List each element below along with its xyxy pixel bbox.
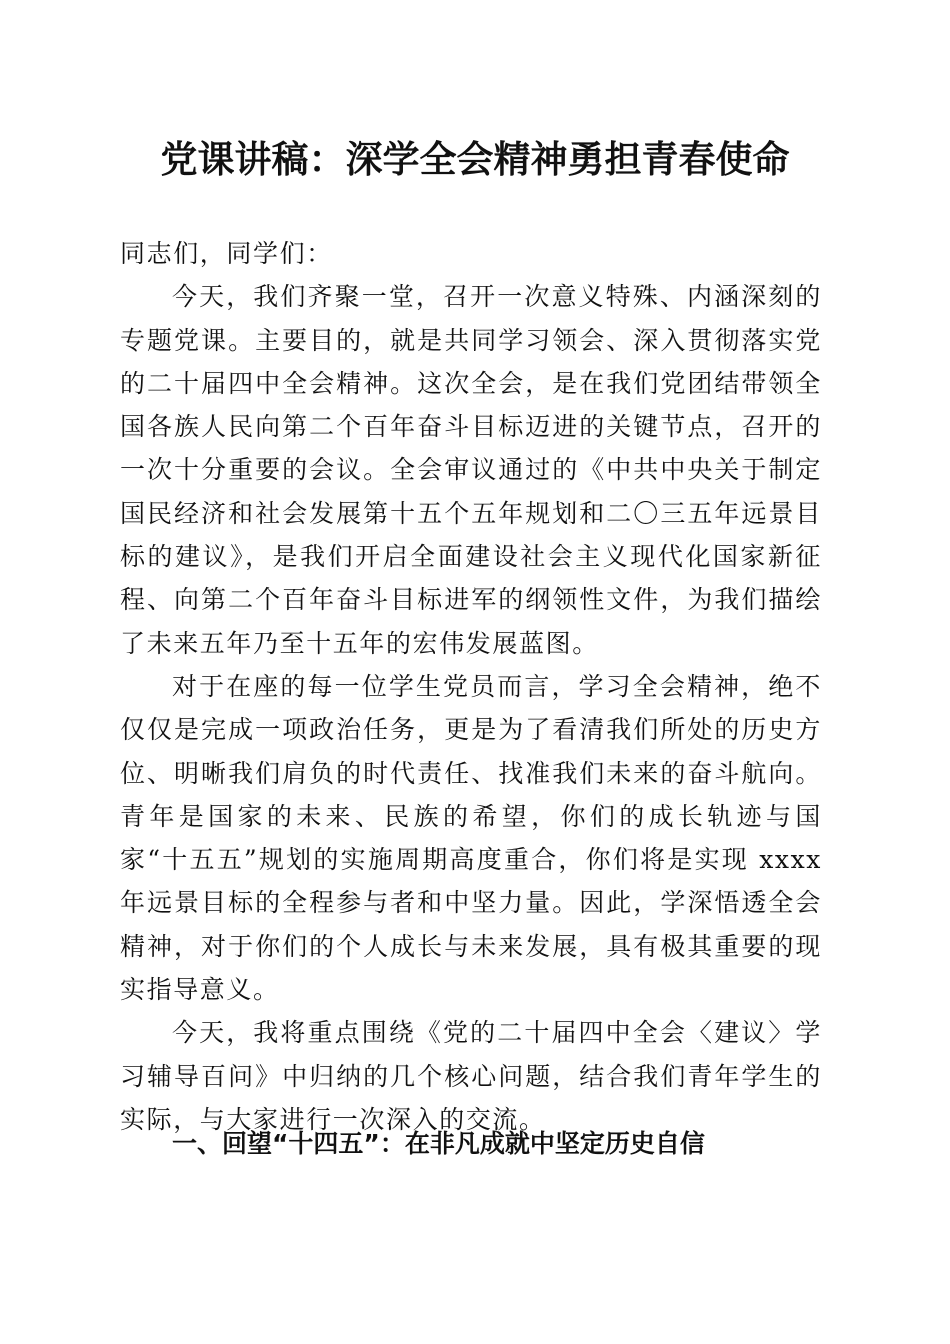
paragraph-students: 对于在座的每一位学生党员而言，学习全会精神，绝不仅仅是完成一项政治任务，更是为了看清我们所处的历史方位、明晰我们肩负的时代责任、找准我们未来的奋斗航向。青年是国家的未来、民族的希望，你们的成长轨迹与国家“十五五”规划的实施周期高度重合，你们将是实现 xxxx 年远景目标的全程参与者和中坚力量。因此，学深悟透全会精神，对于你们的个人成长与未来发展，具有极其重要的现实指导意义。 — [120, 671, 822, 1005]
document-title: 党课讲稿：深学全会精神勇担青春使命 — [160, 137, 790, 181]
paragraph-agenda: 今天，我将重点围绕《党的二十届四中全会〈建议〉学习辅导百问》中归纳的几个核心问题，结合我们青年学生的实际，与大家进行一次深入的交流。 — [120, 1018, 822, 1134]
document-body — [120, 232, 822, 1141]
section-heading: 一、回望“十四五”：在非凡成就中坚定历史自信 — [172, 1129, 705, 1158]
paragraph-intro: 今天，我们齐聚一堂，召开一次意义特殊、内涵深刻的专题党课。主要目的，就是共同学习领会、深入贯彻落实党的二十届四中全会精神。这次全会，是在我们党团结带领全国各族人民向第二个百年奋斗目标迈进的关键节点，召开的一次十分重要的会议。全会审议通过的《中共中央关于制定国民经济和社会发展第十五个五年规划和二〇三五年远景目标的建议》，是我们开启全面建设社会主义现代化国家新征程、向第二个百年奋斗目标进军的纲领性文件，为我们描绘了未来五年乃至十五年的宏伟发展蓝图。 — [120, 282, 822, 658]
salutation: 同志们，同学们： — [120, 239, 333, 268]
